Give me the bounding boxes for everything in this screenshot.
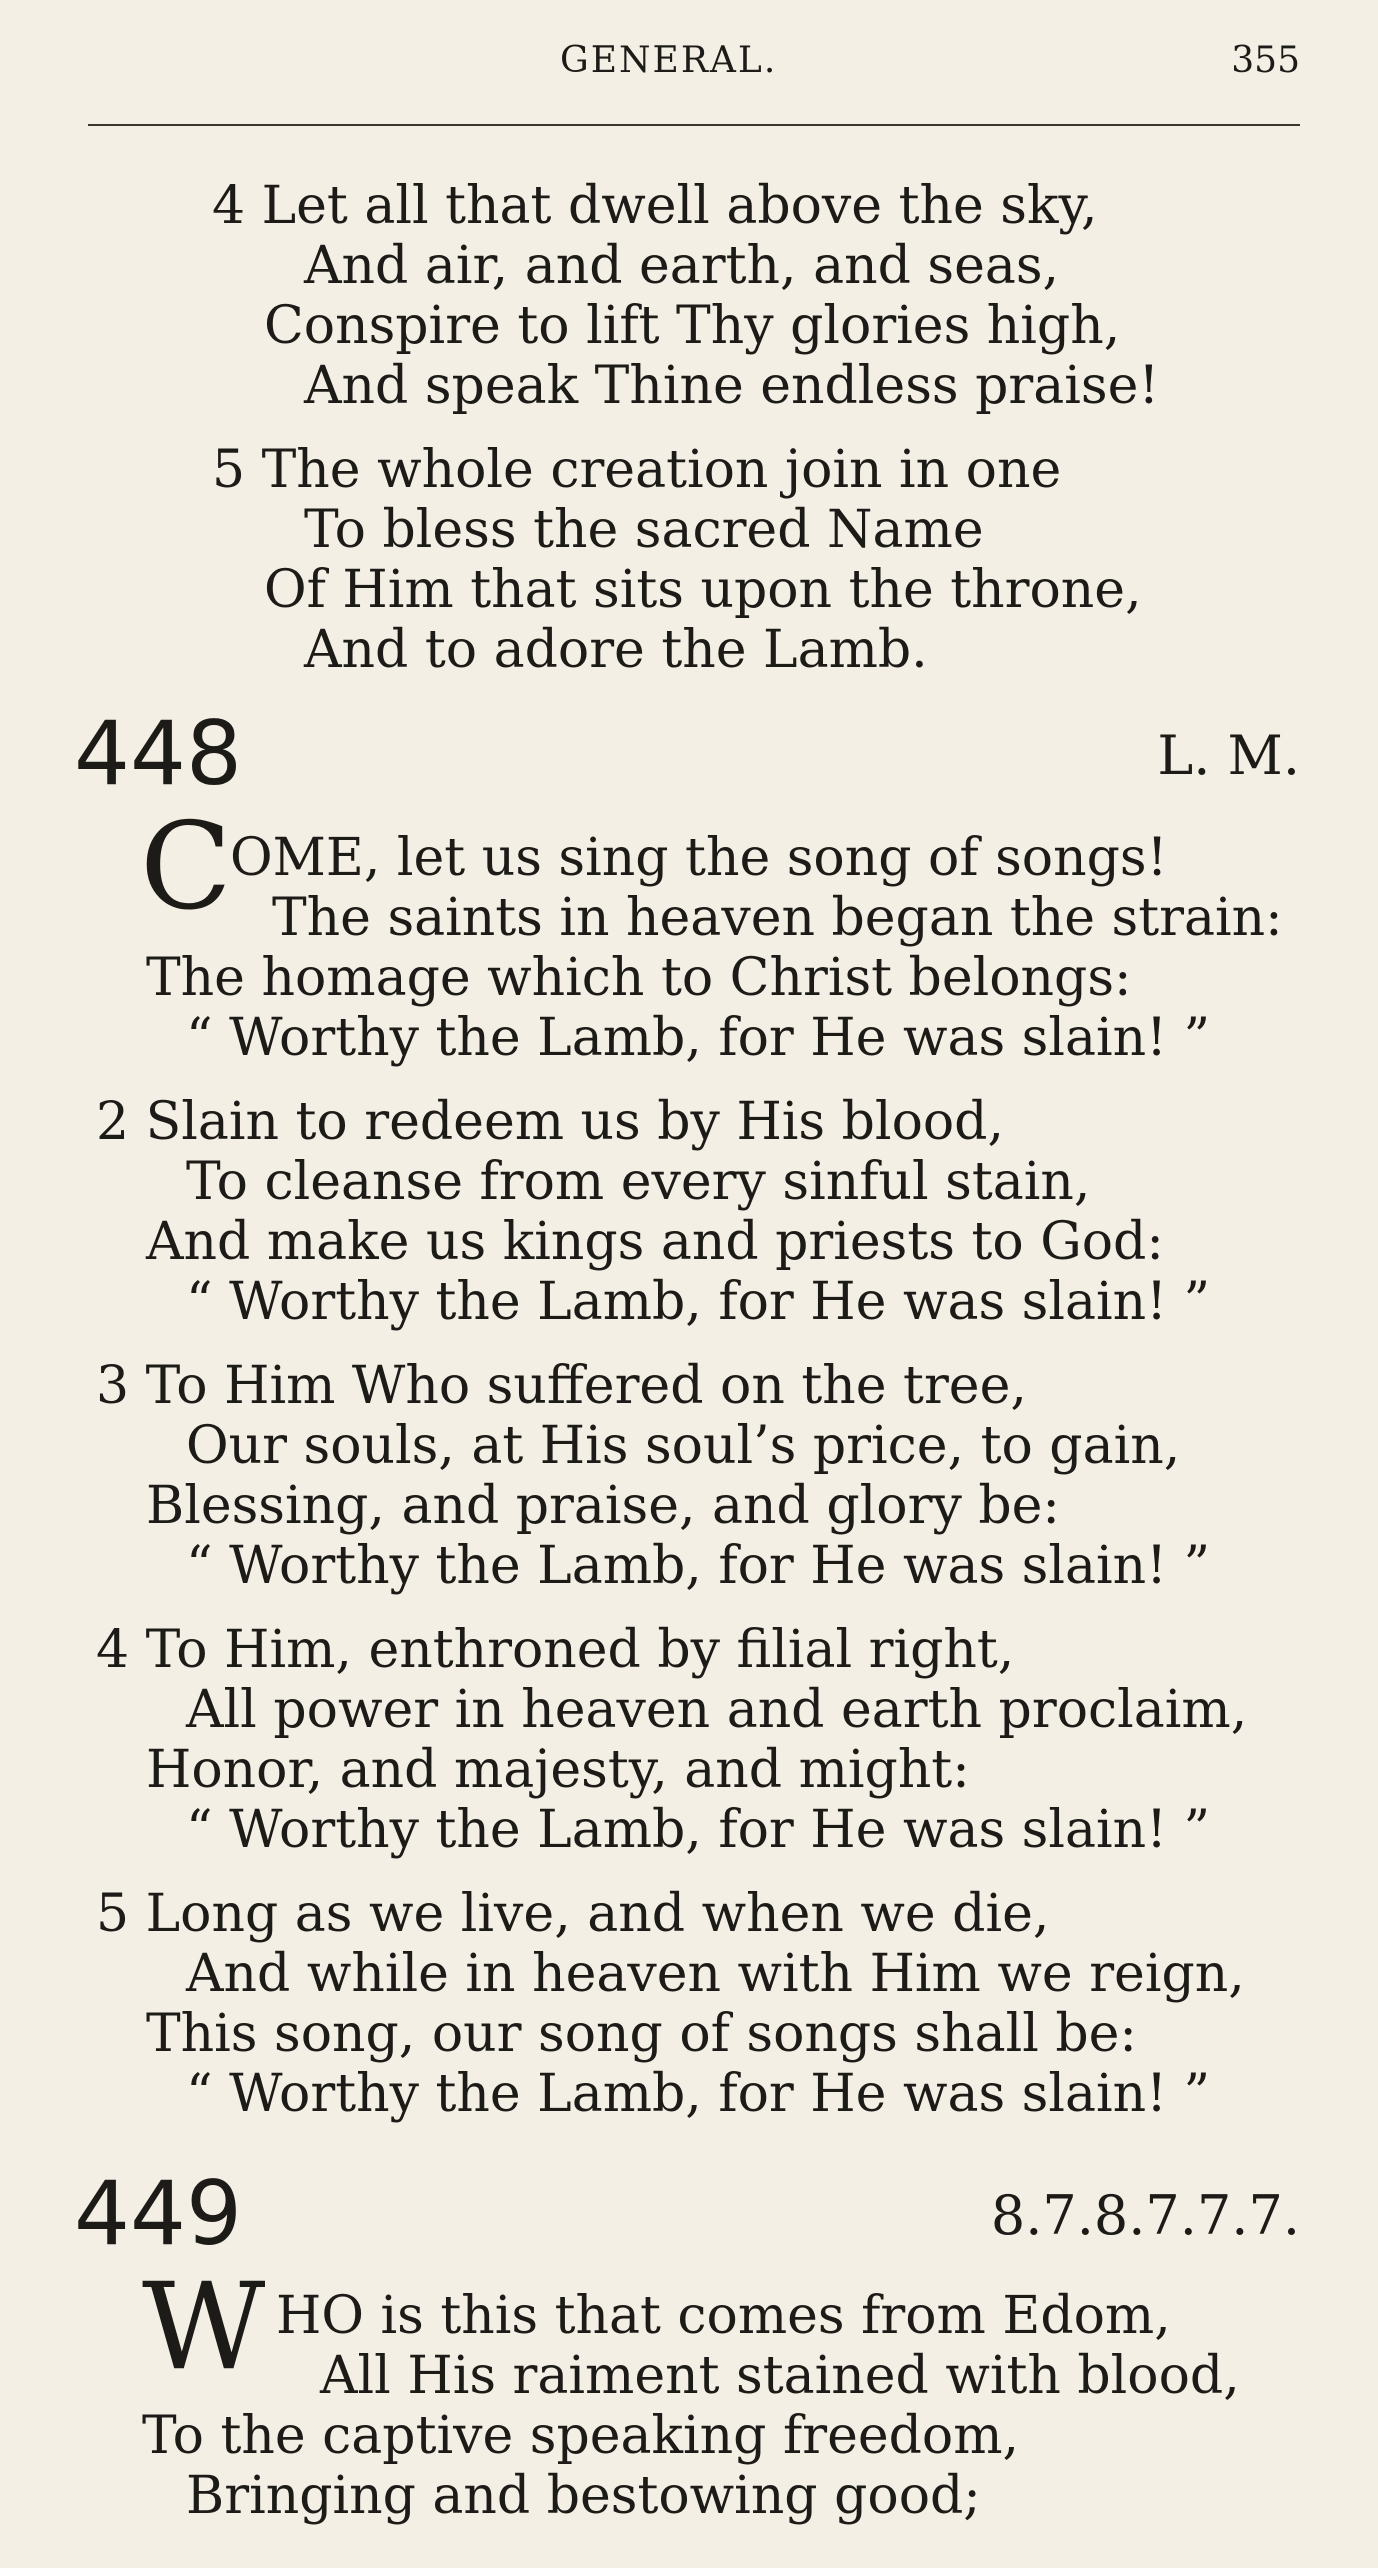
drop-cap: W: [142, 2258, 266, 2397]
verse-line: All His raiment stained with blood,: [320, 2346, 1240, 2406]
verse-line: To bless the sacred Name: [304, 500, 984, 560]
verse-line: Blessing, and praise, and glory be:: [146, 1476, 1060, 1536]
page-number: 355: [1231, 40, 1300, 81]
verse-line: 5 The whole creation join in one: [212, 440, 1062, 500]
verse-line: “ Worthy the Lamb, for He was slain! ”: [186, 1536, 1211, 1596]
hymn-meter: 8.7.8.7.7.7.: [990, 2184, 1300, 2247]
verse-line: The saints in heaven began the strain:: [272, 888, 1283, 948]
hymn-number: 449: [74, 2162, 242, 2265]
verse-line: And air, and earth, and seas,: [304, 236, 1060, 296]
verse-line: “ Worthy the Lamb, for He was slain! ”: [186, 1008, 1211, 1068]
verse-line: “ Worthy the Lamb, for He was slain! ”: [186, 1800, 1211, 1860]
verse-line: 2 Slain to redeem us by His blood,: [96, 1092, 1004, 1152]
verse-line: “ Worthy the Lamb, for He was slain! ”: [186, 1272, 1211, 1332]
verse-line: To the captive speaking freedom,: [142, 2406, 1020, 2466]
running-title: GENERAL.: [560, 40, 778, 81]
drop-cap: C: [140, 798, 232, 937]
verse-line: And speak Thine endless praise!: [304, 356, 1160, 416]
verse-line: Conspire to lift Thy glories high,: [264, 296, 1121, 356]
hymn-number: 448: [74, 702, 242, 805]
verse-line: 4 To Him, enthroned by filial right,: [96, 1620, 1015, 1680]
verse-line: This song, our song of songs shall be:: [146, 2004, 1137, 2064]
verse-line: All power in heaven and earth proclaim,: [186, 1680, 1248, 1740]
verse-line: HO is this that comes from Edom,: [276, 2286, 1171, 2346]
verse-line: And make us kings and priests to God:: [146, 1212, 1164, 1272]
verse-line: 4 Let all that dwell above the sky,: [212, 176, 1098, 236]
hymn-meter: L. M.: [1157, 724, 1300, 787]
verse-line: The homage which to Christ belongs:: [146, 948, 1132, 1008]
verse-line: 3 To Him Who suffered on the tree,: [96, 1356, 1027, 1416]
verse-line: 5 Long as we live, and when we die,: [96, 1884, 1050, 1944]
verse-line: And to adore the Lamb.: [304, 620, 928, 680]
verse-line: Our souls, at His soul’s price, to gain,: [186, 1416, 1181, 1476]
verse-line: Of Him that sits upon the throne,: [264, 560, 1142, 620]
verse-line: Bringing and bestowing good;: [186, 2466, 981, 2526]
header-rule: [88, 124, 1300, 126]
verse-line: OME, let us sing the song of songs!: [230, 828, 1168, 888]
verse-line: To cleanse from every sinful stain,: [186, 1152, 1091, 1212]
verse-line: Honor, and majesty, and might:: [146, 1740, 970, 1800]
verse-line: “ Worthy the Lamb, for He was slain! ”: [186, 2064, 1211, 2124]
verse-line: And while in heaven with Him we reign,: [186, 1944, 1245, 2004]
